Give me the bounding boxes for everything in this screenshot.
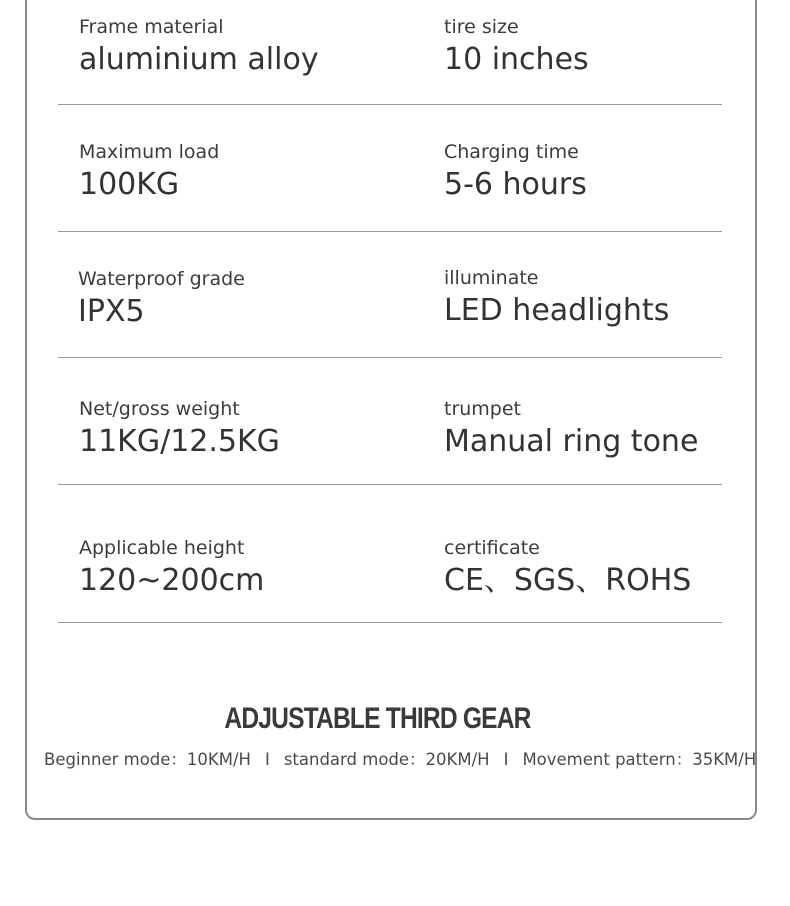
spec-label: Charging time: [444, 141, 579, 163]
spec-value: 100KG: [79, 167, 180, 202]
spec-label: Frame material: [79, 16, 224, 38]
spec-frame-material: [79, 16, 319, 78]
row-divider: [58, 357, 722, 358]
spec-value: 11KG/12.5KG: [79, 424, 280, 459]
spec-applicable-height: [79, 537, 264, 599]
spec-label: Net/gross weight: [79, 398, 240, 420]
spec-tire-size: [444, 16, 589, 78]
spec-value: CE、SGS、ROHS: [444, 563, 692, 598]
gear-mode-separator: I: [264, 750, 270, 769]
spec-value: Manual ring tone: [444, 424, 699, 459]
spec-value: 120~200cm: [79, 563, 265, 598]
spec-trumpet: [444, 398, 698, 460]
gear-mode-beginner: Beginner mode：10KM/H: [44, 750, 251, 769]
spec-charging-time: [444, 141, 587, 203]
spec-net-gross-weight: [79, 398, 280, 460]
spec-label: Waterproof grade: [78, 268, 245, 290]
row-divider: [58, 231, 722, 232]
gear-mode-movement: Movement pattern：35KM/H: [522, 750, 757, 769]
spec-maximum-load: [79, 141, 219, 203]
gear-modes-line: [44, 746, 756, 770]
spec-value: LED headlights: [444, 293, 670, 328]
spec-label: illuminate: [444, 267, 539, 289]
spec-label: trumpet: [444, 398, 522, 420]
gear-title: ADJUSTABLE THIRD GEAR: [224, 702, 531, 735]
row-divider: [58, 104, 722, 105]
gear-mode-standard: standard mode：20KM/H: [283, 750, 490, 769]
row-divider: [58, 484, 722, 485]
spec-label: Applicable height: [79, 537, 245, 559]
spec-value: 5-6 hours: [444, 167, 587, 202]
spec-label: Maximum load: [79, 141, 220, 163]
spec-waterproof-grade: [78, 268, 245, 330]
gear-mode-separator: I: [503, 750, 509, 769]
spec-label: tire size: [444, 16, 519, 38]
spec-value: aluminium alloy: [79, 42, 319, 77]
spec-label: certificate: [444, 537, 540, 559]
spec-illuminate: [444, 267, 669, 329]
spec-certificate: [444, 537, 691, 599]
row-divider: [58, 622, 722, 623]
spec-value: 10 inches: [444, 42, 589, 77]
spec-value: IPX5: [78, 294, 145, 329]
